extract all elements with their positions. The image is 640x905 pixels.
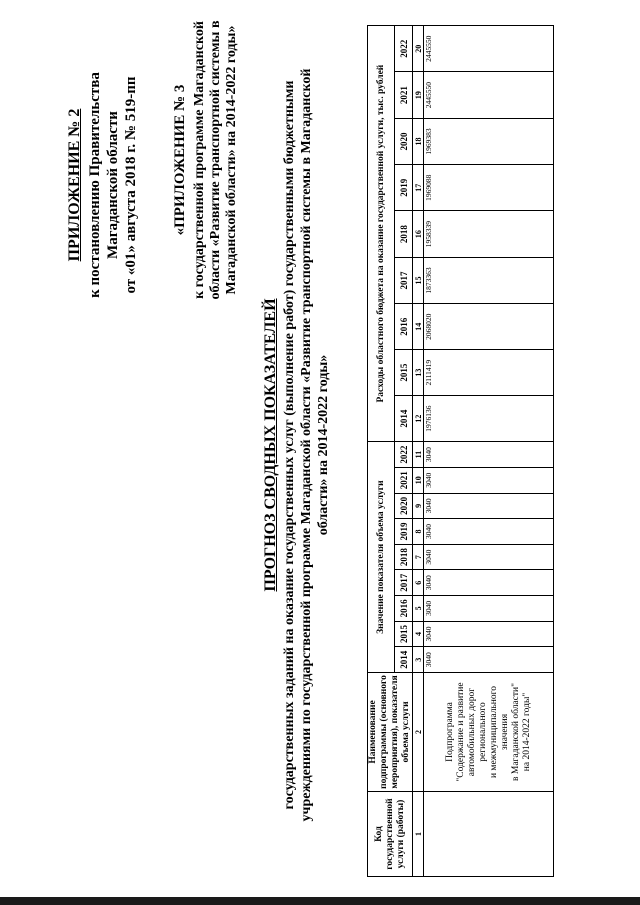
rotated-page: [0, 5, 640, 905]
expense-value: 2111419: [424, 350, 554, 395]
column-number: 20: [413, 26, 424, 72]
subprogram-name-line: и межмуниципального: [488, 685, 499, 779]
column-number: 5: [413, 596, 424, 622]
year-cell: 2021: [395, 72, 413, 118]
header-volume: Значение показателя объема услуги: [368, 442, 395, 673]
year-cell: 2019: [395, 165, 413, 211]
year-cell: 2014: [395, 395, 413, 441]
subprogram-name-line: на 2014-2022 годы": [521, 692, 532, 772]
appendix-3-header: [172, 15, 240, 305]
header-code: Код государственной услуги (работы): [368, 792, 413, 877]
expense-value: 2445550: [424, 26, 554, 72]
volume-value: 3040: [424, 442, 554, 468]
column-number: 9: [413, 493, 424, 519]
expense-value: 2445550: [424, 72, 554, 118]
document-subtitle-line: области» на 2014-2022 годы»: [316, 354, 331, 536]
column-number: 2: [413, 673, 424, 792]
year-cell: 2018: [395, 544, 413, 570]
year-cell: 2016: [395, 596, 413, 622]
subprogram-name-line: автомобильных дорог: [466, 687, 477, 777]
column-number: 6: [413, 570, 424, 596]
scan-bottom-edge: [0, 897, 640, 905]
appendix-2-header: [66, 25, 140, 345]
year-cell: 2017: [395, 570, 413, 596]
year-cell: 2018: [395, 211, 413, 257]
year-cell: 2019: [395, 519, 413, 545]
appendix-2-title: ПРИЛОЖЕНИЕ № 2: [66, 108, 83, 262]
column-number: 14: [413, 304, 424, 350]
expense-value: 1873363: [424, 257, 554, 303]
column-number: 1: [413, 792, 424, 877]
appendix-3-line: к государственной программе Магаданской: [192, 21, 207, 299]
expense-value: 1958339: [424, 211, 554, 257]
table-row: [424, 26, 554, 877]
appendix-2-line: от «01» августа 2018 г. № 519-пп: [123, 76, 139, 294]
document-subtitle-line: государственных заданий на оказание государственных услуг (выполнение работ) государственными бюджетными: [282, 80, 297, 810]
column-number: 10: [413, 467, 424, 493]
expense-value: 2068020: [424, 304, 554, 350]
expense-value: 1969088: [424, 165, 554, 211]
appendix-3-line: Магаданской области» на 2014-2022 годы»: [224, 25, 239, 295]
column-number: 16: [413, 211, 424, 257]
year-cell: 2014: [395, 647, 413, 673]
column-number: 17: [413, 165, 424, 211]
year-cell: 2020: [395, 493, 413, 519]
year-cell: 2022: [395, 442, 413, 468]
volume-value: 3040: [424, 467, 554, 493]
year-cell: 2020: [395, 118, 413, 164]
volume-value: 3040: [424, 621, 554, 647]
subprogram-name-line: значения: [499, 713, 510, 751]
volume-value: 3040: [424, 493, 554, 519]
volume-value: 3040: [424, 596, 554, 622]
column-number: 8: [413, 519, 424, 545]
subprogram-name-line: в Магаданской области": [510, 683, 521, 781]
column-number: 18: [413, 118, 424, 164]
year-cell: 2022: [395, 26, 413, 72]
document-title: ПРОГНОЗ СВОДНЫХ ПОКАЗАТЕЛЕЙ: [262, 298, 279, 592]
year-cell: 2015: [395, 350, 413, 395]
service-code-cell: [424, 792, 554, 877]
subprogram-name-cell: [424, 673, 554, 792]
year-cell: 2021: [395, 467, 413, 493]
year-cell: 2017: [395, 257, 413, 303]
volume-value: 3040: [424, 519, 554, 545]
year-cell: 2016: [395, 304, 413, 350]
appendix-3-line: области «Развитие транспортной системы в: [208, 20, 223, 300]
appendix-3-title: «ПРИЛОЖЕНИЕ № 3: [172, 84, 188, 236]
expense-value: 1976136: [424, 395, 554, 441]
year-cell: 2015: [395, 621, 413, 647]
document-heading: [262, 65, 332, 825]
appendix-2-line: Магаданской области: [105, 111, 121, 259]
subprogram-name-line: "Содержание и развитие: [455, 682, 466, 782]
header-expenses: Расходы областного бюджета на оказание государственной услуги, тыс. рублей: [368, 26, 395, 442]
subprogram-name-line: Подпрограмма: [444, 702, 455, 762]
column-number: 4: [413, 621, 424, 647]
indicators-table: [367, 25, 554, 877]
column-number: 15: [413, 257, 424, 303]
column-number: 19: [413, 72, 424, 118]
subprogram-name-line: регионального: [477, 702, 488, 762]
volume-value: 3040: [424, 570, 554, 596]
header-name: Наименование подпрограммы (основного мероприятия), показателя объема услуги: [368, 673, 413, 792]
document-subtitle-line: учреждениями по государственной программе Магаданской области «Развитие транспортной системы в Магаданской: [299, 68, 314, 822]
volume-value: 3040: [424, 647, 554, 673]
column-number: 12: [413, 395, 424, 441]
column-number: 7: [413, 544, 424, 570]
expense-value: 1969383: [424, 118, 554, 164]
column-number: 3: [413, 647, 424, 673]
appendix-2-line: к постановлению Правительства: [87, 72, 103, 298]
volume-value: 3040: [424, 544, 554, 570]
column-number: 11: [413, 442, 424, 468]
column-number: 13: [413, 350, 424, 395]
